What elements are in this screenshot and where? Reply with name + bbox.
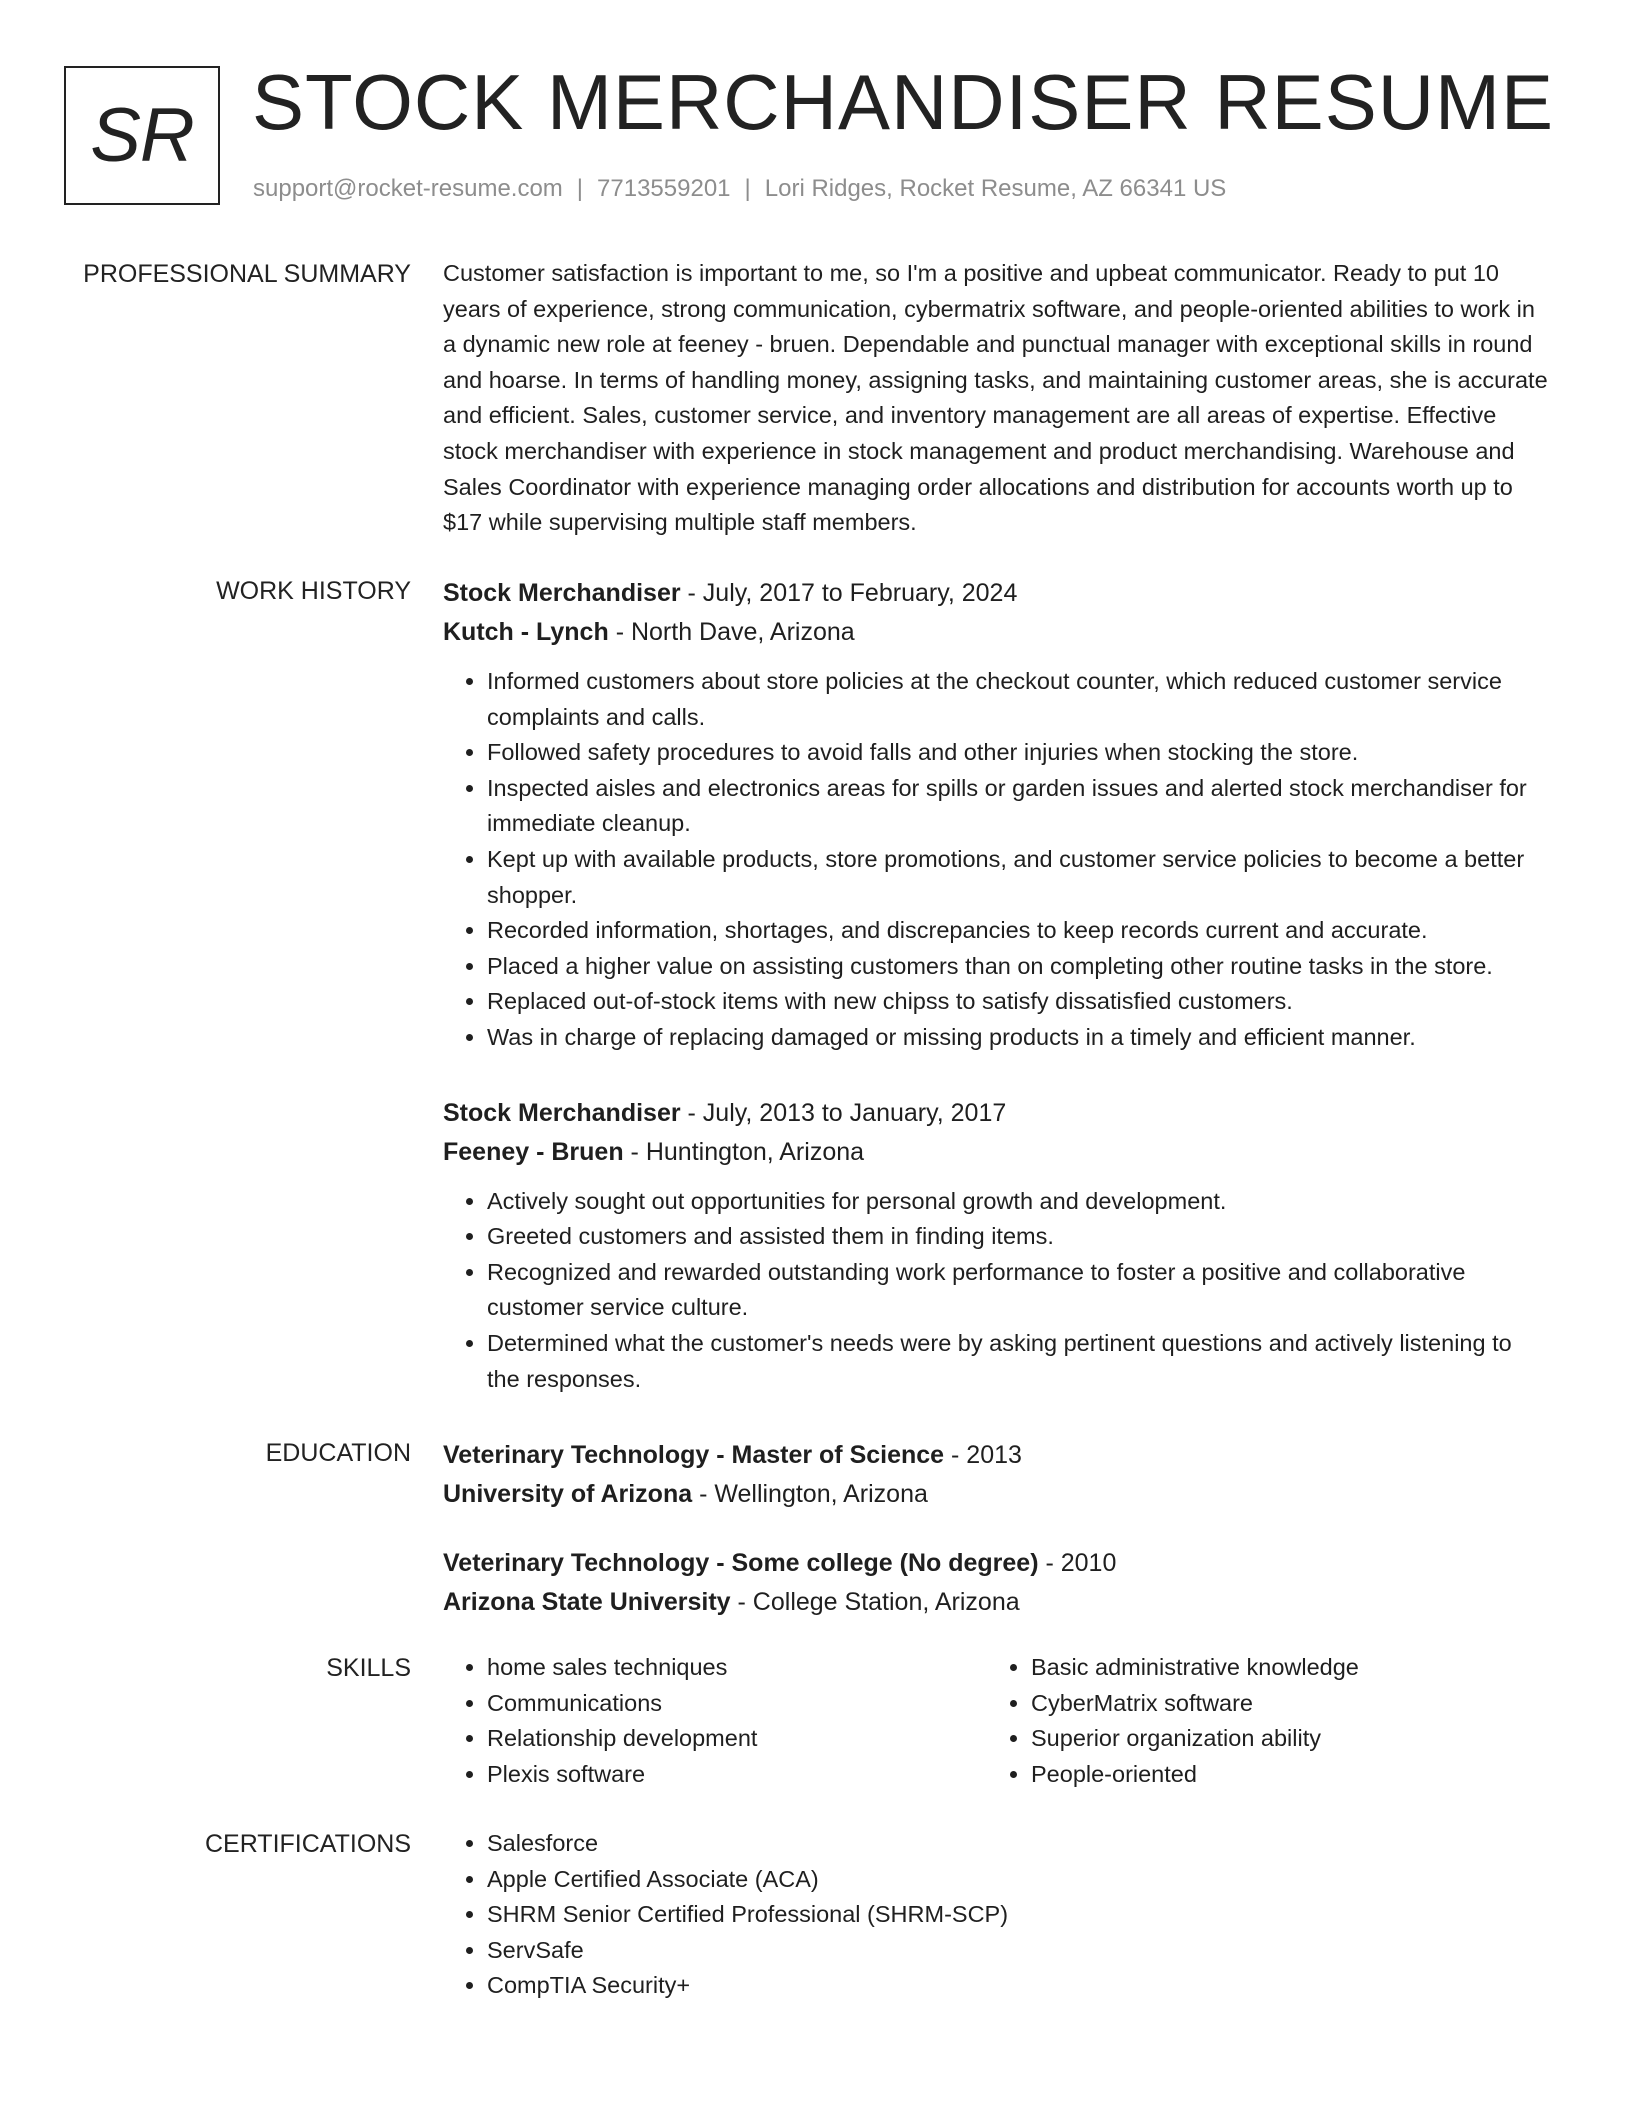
summary-content — [443, 256, 1548, 541]
skill-item: • Plexis software — [487, 1757, 987, 1793]
education-school: Arizona State University — [443, 1588, 731, 1616]
education-location: - College Station, Arizona — [730, 1588, 1020, 1616]
job-heading — [443, 1094, 1548, 1133]
skill-item: • Basic administrative knowledge — [1031, 1650, 1531, 1686]
education-location: - Wellington, Arizona — [692, 1480, 928, 1508]
contact-line — [253, 174, 1226, 204]
skills-list-left — [443, 1650, 987, 1792]
certification-item: • CompTIA Security+ — [487, 1968, 1548, 2004]
job-bullet: • Informed customers about store policies at the checkout counter, which reduced customer service complaints and calls. — [487, 664, 1548, 735]
education-content — [443, 1436, 1548, 1652]
skill-item: • People-oriented — [1031, 1757, 1531, 1793]
job-location: - Huntington, Arizona — [623, 1137, 865, 1166]
section-label-certifications: CERTIFICATIONS — [204, 1830, 411, 1858]
education-school-line — [443, 1583, 1548, 1622]
skill-item: • Communications — [487, 1686, 987, 1722]
page-title: STOCK MERCHANDISER RESUME — [252, 58, 1555, 146]
section-label-summary: PROFESSIONAL SUMMARY — [83, 260, 411, 288]
contact-phone: 7713559201 — [597, 175, 731, 202]
job-bullet: • Was in charge of replacing damaged or missing products in a timely and efficient manner. — [487, 1020, 1548, 1056]
section-label-skills: SKILLS — [326, 1654, 411, 1682]
job-location: - North Dave, Arizona — [608, 618, 855, 646]
skills-content — [443, 1650, 1548, 1792]
job-company: Feeney - Bruen — [443, 1137, 624, 1166]
job-entry — [443, 1094, 1548, 1398]
certification-item: • SHRM Senior Certified Professional (SHRM-SCP) — [487, 1897, 1548, 1933]
contact-separator: | — [744, 175, 751, 202]
education-degree: Veterinary Technology - Master of Science — [443, 1441, 945, 1469]
certification-item: • ServSafe — [487, 1933, 1548, 1969]
section-label-work-history: WORK HISTORY — [216, 577, 411, 605]
job-bullets — [443, 664, 1548, 1056]
job-bullet: • Greeted customers and assisted them in finding items. — [487, 1219, 1548, 1255]
job-company: Kutch - Lynch — [443, 618, 609, 646]
contact-email: support@rocket-resume.com — [253, 175, 563, 202]
job-bullet: • Actively sought out opportunities for personal growth and development. — [487, 1184, 1548, 1220]
monogram-logo: SR — [64, 66, 220, 205]
skill-item: • Relationship development — [487, 1721, 987, 1757]
education-heading — [443, 1544, 1548, 1583]
education-entry — [443, 1436, 1548, 1514]
skill-item: • home sales techniques — [487, 1650, 987, 1686]
job-dates: - July, 2017 to February, 2024 — [680, 579, 1018, 607]
job-bullet: • Kept up with available products, store promotions, and customer service policies to become a better shopper. — [487, 842, 1548, 913]
job-bullet: • Recognized and rewarded outstanding work performance to foster a positive and collaborative customer service culture. — [487, 1255, 1548, 1326]
contact-address: Lori Ridges, Rocket Resume, AZ 66341 US — [764, 175, 1227, 202]
job-bullet: • Placed a higher value on assisting customers than on completing other routine tasks in the store. — [487, 949, 1548, 985]
education-school-line — [443, 1475, 1548, 1514]
summary-text: Customer satisfaction is important to me, so I'm a positive and upbeat communicator. Ready to put 10 years of experience, strong communication, cybermatrix software, and people-oriented abilities to work in a dynamic new role at feeney - bruen. Dependable and punctual manager with exceptional skills in round and hoarse. In terms of handling money, assigning tasks, and maintaining customer areas, she is accurate and efficient. Sales, customer service, and inventory management are all areas of expertise. Effective stock merchandiser with experience in stock management and product merchandising. Warehouse and Sales Coordinator with experience managing order allocations and distribution for accounts worth up to $17 while supervising multiple staff members. — [443, 260, 1548, 536]
education-degree: Veterinary Technology - Some college (No degree) — [443, 1549, 1039, 1577]
contact-separator: | — [576, 175, 584, 202]
certification-item: • Salesforce — [487, 1826, 1548, 1862]
certifications-content — [443, 1826, 1548, 2004]
skill-item: • Superior organization ability — [1031, 1721, 1531, 1757]
job-bullet: • Followed safety procedures to avoid falls and other injuries when stocking the store. — [487, 735, 1548, 771]
education-heading — [443, 1436, 1548, 1475]
job-bullet: • Recorded information, shortages, and discrepancies to keep records current and accurate. — [487, 913, 1548, 949]
job-heading — [443, 574, 1548, 613]
certifications-list — [443, 1826, 1548, 2004]
job-entry — [443, 574, 1548, 1056]
education-school: University of Arizona — [443, 1480, 693, 1508]
education-year: - 2013 — [944, 1441, 1022, 1469]
work-history-content — [443, 574, 1548, 1427]
job-bullets — [443, 1184, 1548, 1398]
job-employer — [443, 613, 1548, 652]
job-bullet: • Determined what the customer's needs were by asking pertinent questions and actively listening to the responses. — [487, 1326, 1548, 1397]
job-employer — [443, 1133, 1548, 1172]
job-bullet: • Replaced out-of-stock items with new chipss to satisfy dissatisfied customers. — [487, 984, 1548, 1020]
job-dates: - July, 2013 to January, 2017 — [680, 1098, 1007, 1127]
education-year: - 2010 — [1038, 1549, 1117, 1577]
education-entry — [443, 1544, 1548, 1622]
job-title: Stock Merchandiser — [443, 579, 681, 607]
job-bullet: • Inspected aisles and electronics areas for spills or garden issues and alerted stock merchandiser for immediate cleanup. — [487, 771, 1548, 842]
certification-item: • Apple Certified Associate (ACA) — [487, 1862, 1548, 1898]
job-title: Stock Merchandiser — [443, 1098, 681, 1127]
skills-list-right — [987, 1650, 1531, 1792]
skill-item: • CyberMatrix software — [1031, 1686, 1531, 1722]
section-label-education: EDUCATION — [265, 1439, 411, 1467]
